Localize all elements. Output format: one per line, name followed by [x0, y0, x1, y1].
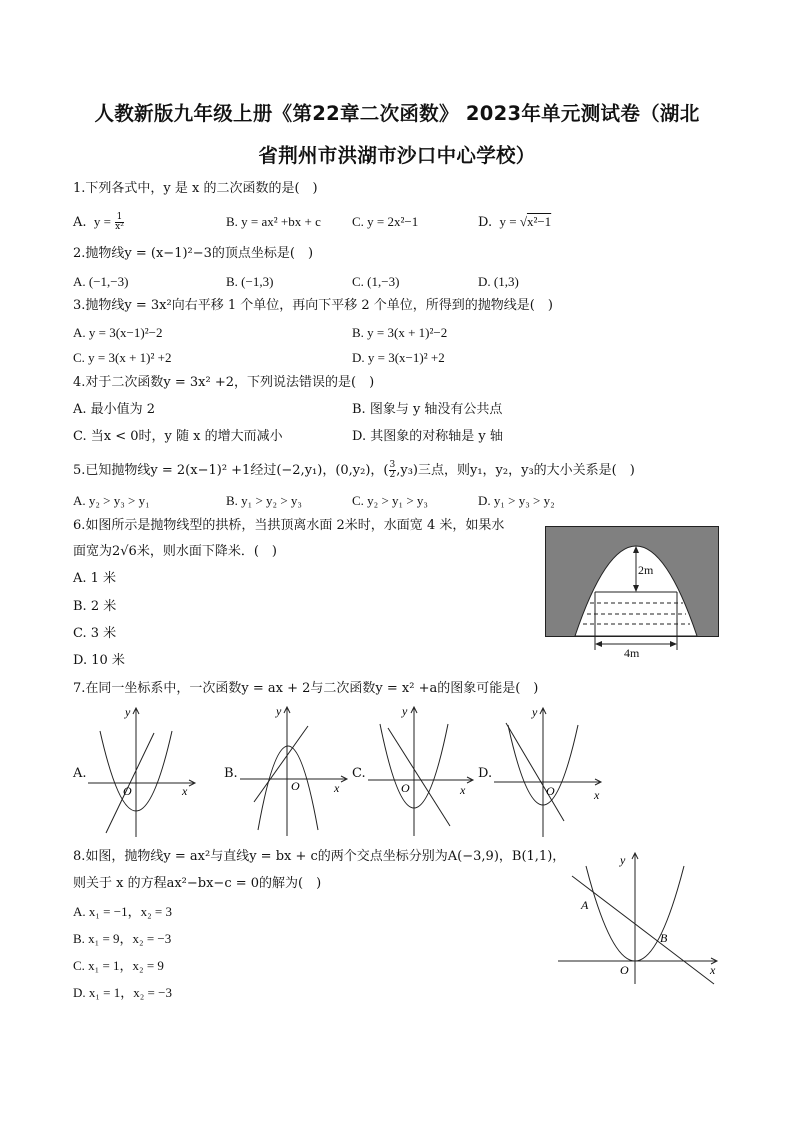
q5-option-d: D. y₁ > y₃ > y₂ [478, 493, 555, 508]
page-title-line-2: 省荆州市洪湖市沙口中心学校） [258, 144, 536, 167]
q8-stem-line-1: 8.如图，抛物线y = ax²与直线y = bx + c的两个交点坐标分别为A(−3,9)，B(1,1)， [73, 849, 566, 864]
y-axis-label: y [620, 853, 626, 867]
q4-stem: 4.对于二次函数y = 3x² +2，下列说法错误的是( ) [73, 375, 375, 390]
origin-label: O [123, 784, 132, 798]
x-axis-label: x [460, 783, 466, 797]
q6-option-b: B. 2 米 [73, 599, 117, 614]
x-axis-label: x [594, 788, 600, 802]
q3-option-b: B. y = 3(x + 1)²−2 [352, 325, 448, 340]
q3-stem: 3.抛物线y = 3x²向右平移 1 个单位，再向下平移 2 个单位，所得到的抛物线是( ) [73, 298, 553, 313]
q7-stem: 7.在同一坐标系中，一次函数y = ax + 2与二次函数y = x² +a的图象可能是( ) [73, 681, 539, 696]
q5-option-c: C. y₂ > y₁ > y₃ [352, 493, 428, 508]
q6-stem-line-2: 面宽为2√6米，则水面下降米．( ) [73, 544, 277, 559]
q7-option-b-label: B. [224, 766, 238, 781]
q2-option-d: D. (1,3) [478, 274, 519, 289]
q4-option-b: B. 图象与 y 轴没有公共点 [352, 402, 503, 417]
q4-option-a: A. 最小值为 2 [73, 402, 156, 417]
q1-option-c: C. y = 2x²−1 [352, 214, 419, 229]
q2-stem: 2.抛物线y = (x−1)²−3的顶点坐标是( ) [73, 246, 314, 261]
arch-bridge-figure [545, 526, 721, 660]
origin-label: O [546, 784, 555, 798]
q6-option-d: D. 10 米 [73, 653, 125, 668]
q5-stem-part-2: ,y₃)三点，则y₁，y₂，y₃的大小关系是( ) [396, 463, 635, 478]
q8-option-a: A. x₁ = −1，x₂ = 3 [73, 904, 172, 919]
q7-option-c-label: C. [352, 766, 366, 781]
x-axis-label: x [182, 784, 188, 798]
width-arrow-head-right [670, 641, 677, 647]
origin-label: O [291, 779, 300, 793]
parabola [258, 746, 318, 830]
q1-option-a-fraction: $\frac{1}{\text{x²}}$ [115, 212, 124, 232]
q8-option-c: C. x₁ = 1，x₂ = 9 [73, 958, 164, 973]
page-title-line-1: 人教新版九年级上册《第22章二次函数》 2023年单元测试卷（湖北 [94, 102, 700, 125]
q2-option-c: C. (1,−3) [352, 274, 400, 289]
q3-option-c: C. y = 3(x + 1)² +2 [73, 350, 172, 365]
q4-option-c: C. 当x < 0时，y 随 x 的增大而减小 [73, 429, 283, 444]
line-graph [506, 723, 564, 821]
q6-option-c: C. 3 米 [73, 626, 117, 641]
q5-option-a: A. y₂ > y₃ > y₁ [73, 493, 150, 508]
line-graph [254, 726, 308, 802]
q7-graph-b [238, 702, 350, 838]
q2-option-b: B. (−1,3) [226, 274, 274, 289]
q3-option-d: D. y = 3(x−1)² +2 [352, 350, 445, 365]
y-axis-label: y [125, 705, 131, 719]
q5-stem [73, 461, 635, 480]
q8-option-d: D. x₁ = 1，x₂ = −3 [73, 985, 172, 1000]
line-graph [572, 876, 714, 984]
q7-option-d-label: D. [478, 766, 493, 781]
q1-option-d-label: D. [478, 215, 493, 230]
x-axis-label: x [710, 963, 716, 977]
q2-option-a: A. (−1,−3) [73, 274, 129, 289]
q5-fraction: $\frac{3}{2}$ [389, 460, 396, 480]
q6-stem-line-1: 6.如图所示是抛物线型的拱桥，当拱顶离水面 2米时，水面宽 4 米，如果水 [73, 518, 505, 533]
q8-stem-line-2: 则关于 x 的方程ax²−bx−c = 0的解为( ) [73, 876, 322, 891]
q5-option-b: B. y₁ > y₂ > y₃ [226, 493, 302, 508]
origin-label: O [401, 781, 410, 795]
width-arrow-head-left [595, 641, 602, 647]
q6-option-a: A. 1 米 [73, 571, 117, 586]
y-axis-label: y [532, 705, 538, 719]
q3-option-a: A. y = 3(x−1)²−2 [73, 325, 163, 340]
point-b-label: B [660, 931, 668, 945]
q7-graph-a [86, 703, 198, 839]
x-axis-label: x [334, 781, 340, 795]
q1-stem: 1.下列各式中，y 是 x 的二次函数的是( ) [73, 181, 318, 196]
origin-label: O [620, 963, 629, 977]
q7-option-a-label: A. [73, 766, 87, 781]
q4-option-d: D. 其图象的对称轴是 y 轴 [352, 429, 503, 444]
point-a-label: A [581, 898, 589, 912]
q7-graph-d [492, 703, 604, 839]
q7-graph-c [366, 702, 478, 838]
height-label: 2m [638, 563, 654, 577]
q1-option-a: A. y = $\frac{1}{\text{x²}}$ [73, 212, 124, 232]
q5-stem-part-1: 5.已知抛物线y = 2(x−1)² +1经过(−2,y₁)，(0,y₂)，( [73, 463, 389, 478]
line-graph [388, 728, 450, 826]
width-label: 4m [624, 646, 640, 660]
y-axis-label: y [276, 704, 282, 718]
q1-option-b: B. y = ax² +bx + c [226, 214, 321, 229]
y-axis-label: y [402, 704, 408, 718]
q1-option-d: D. y = √x²−1 [478, 214, 552, 230]
q1-option-a-label: A. [73, 215, 87, 230]
q8-intersection-figure [556, 850, 726, 988]
q8-option-b: B. x₁ = 9，x₂ = −3 [73, 931, 172, 946]
